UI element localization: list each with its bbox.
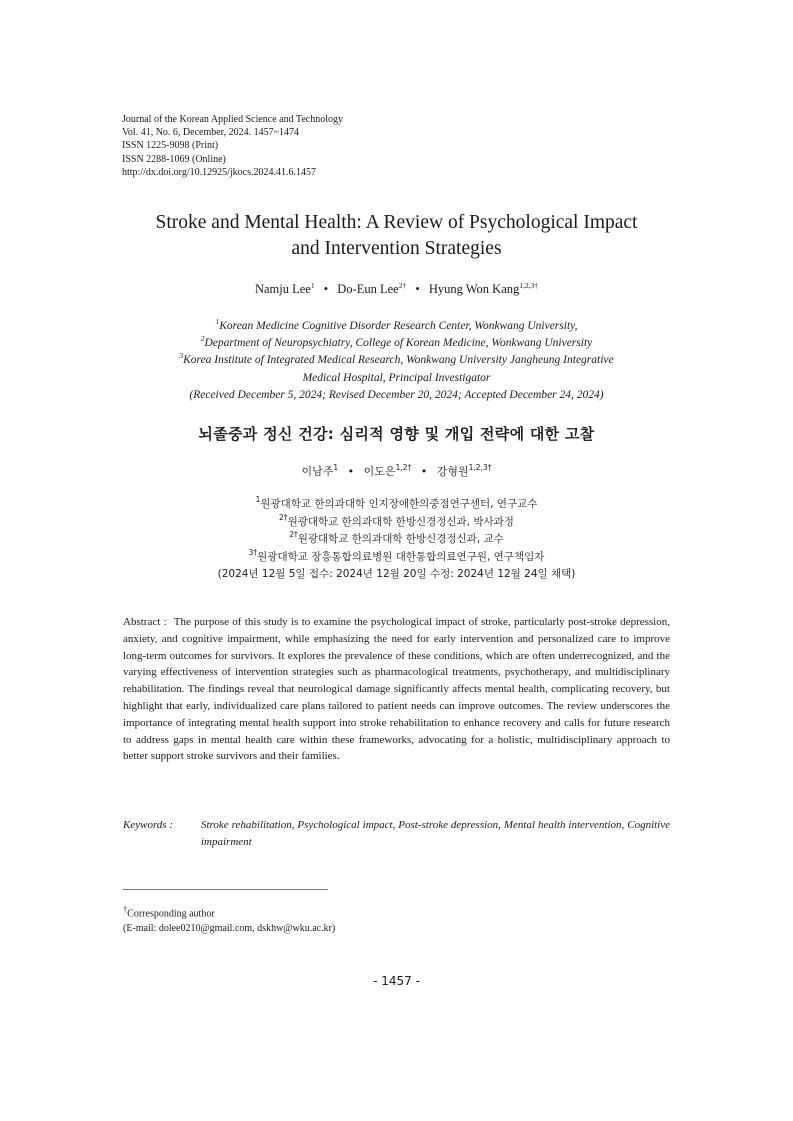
affiliation-mark: 1 [215, 317, 220, 326]
affiliation-text: Medical Hospital, Principal Investigator [302, 371, 491, 384]
author-affil-mark: 1 [310, 281, 315, 290]
korean-affiliation-text: 원광대학교 한의과대학 한방신경정신과, 박사과정 [287, 515, 514, 528]
affiliation-line [80, 352, 713, 369]
journal-doi: http://dx.doi.org/10.12925/jkocs.2024.41.6.1457 [122, 166, 316, 178]
paper-title-line1: Stroke and Mental Health: A Review of Psychological Impact [155, 212, 638, 233]
korean-affiliation-mark: 2† [289, 530, 298, 539]
journal-name: Journal of the Korean Applied Science and Technology [122, 114, 343, 125]
footnote-text: Corresponding author [127, 908, 215, 920]
abstract-text: The purpose of this study is to examine the psychological impact of stroke, particularly post-stroke depression, anxiety, and cognitive impairment, while emphasizing the need for early intervention and personalized care to improve long-term outcomes for survivors. It explores the prevalence of these conditions, which are often underrecognized, and the varying effectiveness of intervention strategies such as pharmacological treatments, psychotherapy, and multidisciplinary rehabilitation. The findings reveal that neurological damage significantly affects mental health, complicating recovery, but highlight that early, individualized care plans tailored to patient needs can improve outcomes. The review underscores the importance of integrating mental health support into stroke rehabilitation to enhance recovery and calls for future research to address gaps in mental health care within these frameworks, advocating for a holistic, multidisciplinary approach to better support stroke survivors and their families. [123, 616, 670, 763]
author-name: Do-Eun Lee [337, 282, 399, 296]
journal-info [122, 113, 343, 179]
korean-author-mark: 1,2,3† [468, 463, 492, 472]
korean-affiliation-line [100, 514, 693, 532]
paper-title [100, 210, 693, 262]
footnote-mark: † [123, 905, 128, 914]
footnote-divider [123, 889, 328, 890]
author-name: Hyung Won Kang [428, 282, 520, 296]
korean-affiliation-line [100, 549, 693, 567]
author-separator: • [323, 282, 329, 296]
author-affil-mark: 2† [398, 281, 407, 290]
korean-affiliation-text: 원광대학교 한의과대학 인지장애한의중점연구센터, 연구교수 [260, 498, 538, 510]
corresponding-author-note [123, 902, 335, 921]
affiliation-text: Department of Neuropsychiatry, College of Korean Medicine, Wonkwang University [204, 337, 593, 350]
korean-affiliation-mark: 3† [248, 547, 258, 557]
keywords-text: Stroke rehabilitation, Psychological impact, Post-stroke depression, Mental health intervention, Cognitive impairment [201, 819, 670, 848]
affiliation-text: Korean Medicine Cognitive Disorder Research Center, Wonkwang University, [219, 320, 578, 332]
korean-affiliation-text: 원광대학교 장흥통합의료병원 대한통합의료연구원, 연구책임자 [257, 550, 545, 563]
footnote-email: (E-mail: dolee0210@gmail.com, dskhw@wku.ac.kr) [123, 923, 336, 935]
footnote [123, 902, 335, 936]
author-separator: • [347, 465, 355, 478]
affiliation-line [80, 335, 713, 352]
korean-author-name: 이도은 [363, 465, 396, 478]
keywords [123, 817, 670, 851]
korean-affiliation-mark: 2† [279, 512, 288, 522]
author-affil-mark: 1,2,3† [519, 281, 539, 290]
abstract-label: Abstract : [123, 616, 167, 628]
korean-author-mark: 1,2† [395, 463, 412, 472]
korean-affiliation-mark: 1 [255, 495, 261, 504]
korean-affiliation-text: 원광대학교 한의과대학 한방신경정신과, 교수 [297, 533, 504, 545]
korean-affiliation-line [100, 496, 693, 514]
journal-issn-online: ISSN 2288-1069 (Online) [122, 153, 226, 165]
affiliation-line [80, 318, 713, 335]
korean-author-name: 강형원 [436, 465, 469, 478]
korean-title: 뇌졸중과 정신 건강: 심리적 영향 및 개입 전략에 대한 고찰 [198, 425, 595, 443]
abstract [123, 614, 670, 765]
paper-title-line2: and Intervention Strategies [291, 238, 502, 259]
korean-affiliation-line [100, 531, 693, 549]
affiliation-mark: 2 [200, 334, 205, 344]
korean-received-dates: (2024년 12월 5일 접수: 2024년 12월 20일 수정: 2024년 12월 24일 채택) [217, 568, 576, 580]
affiliation-line [80, 370, 713, 387]
received-dates: (Received December 5, 2024; Revised December 20, 2024; Accepted December 24, 2024) [189, 388, 604, 401]
korean-author-list [100, 463, 693, 479]
affiliation-mark: 3 [179, 351, 184, 361]
author-separator: • [415, 282, 420, 296]
journal-volume: Vol. 41, No. 6, December, 2024. 1457~1474 [122, 127, 300, 139]
affiliations [80, 318, 713, 404]
journal-issn-print: ISSN 1225-9098 (Print) [122, 140, 219, 152]
page-number: - 1457 - [373, 974, 420, 988]
keywords-label: Keywords : [123, 819, 174, 831]
author-list [100, 282, 693, 297]
korean-author-mark: 1 [333, 463, 339, 472]
author-name: Namju Lee [254, 282, 311, 296]
affiliation-text: Korea Institute of Integrated Medical Research, Wonkwang University Jangheung Integrative [183, 354, 614, 367]
author-separator: • [420, 465, 428, 478]
korean-author-name: 이남주 [301, 465, 334, 478]
korean-affiliations [100, 496, 693, 584]
